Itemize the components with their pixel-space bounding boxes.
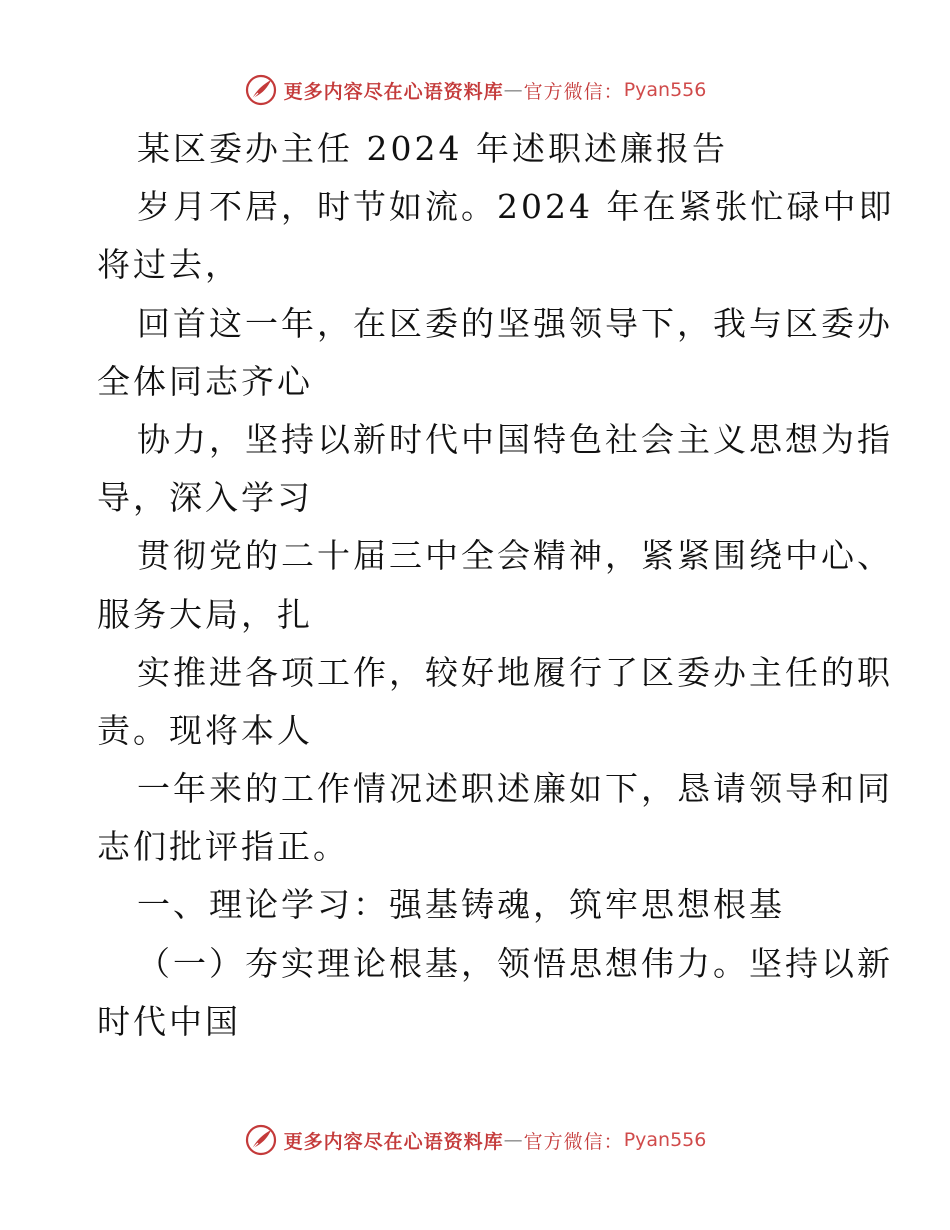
watermark-main-text: 更多内容尽在心语资料库 xyxy=(283,80,504,103)
watermark-dash: — xyxy=(503,1129,524,1151)
paragraph-line: 回首这一年，在区委的坚强领导下，我与区委办 xyxy=(137,303,893,343)
paragraph-line: （一）夯实理论根基，领悟思想伟力。坚持以新 xyxy=(137,943,893,983)
paragraph-line: 全体同志齐心 xyxy=(97,361,313,401)
paragraph-line: 实推进各项工作，较好地履行了区委办主任的职 xyxy=(137,652,893,692)
watermark-main-text: 更多内容尽在心语资料库 xyxy=(283,1130,504,1153)
watermark-label: 官方微信： xyxy=(523,1130,624,1153)
paragraph-line: 贯彻党的二十届三中全会精神，紧紧围绕中心、 xyxy=(137,536,893,576)
paragraph-line: 责。现将本人 xyxy=(97,710,313,750)
quill-logo-icon xyxy=(244,73,278,107)
paragraph-line: 志们批评指正。 xyxy=(97,827,349,867)
paragraph-line: 将过去， xyxy=(97,245,241,285)
quill-logo-icon xyxy=(244,1123,278,1157)
paragraph-line: 服务大局，扎 xyxy=(97,594,313,634)
section-heading: 一、理论学习：强基铸魂，筑牢思想根基 xyxy=(137,885,785,925)
paragraph-line: 协力，坚持以新时代中国特色社会主义思想为指 xyxy=(137,419,893,459)
paragraph-line: 导，深入学习 xyxy=(97,478,313,518)
paragraph-line: 一年来的工作情况述职述廉如下，恳请领导和同 xyxy=(137,769,893,809)
watermark-header xyxy=(0,70,950,110)
watermark-account: Pyan556 xyxy=(623,79,707,101)
document-title: 某区委办主任 2024 年述职述廉报告 xyxy=(137,129,728,168)
watermark-label: 官方微信： xyxy=(523,80,624,103)
watermark-dash: — xyxy=(503,79,524,101)
watermark-account: Pyan556 xyxy=(623,1129,707,1151)
paragraph-line: 时代中国 xyxy=(97,1001,241,1041)
document-body xyxy=(97,120,895,1051)
paragraph-line: 岁月不居，时节如流。2024 年在紧张忙碌中即 xyxy=(137,187,895,227)
watermark-footer xyxy=(0,1120,950,1160)
